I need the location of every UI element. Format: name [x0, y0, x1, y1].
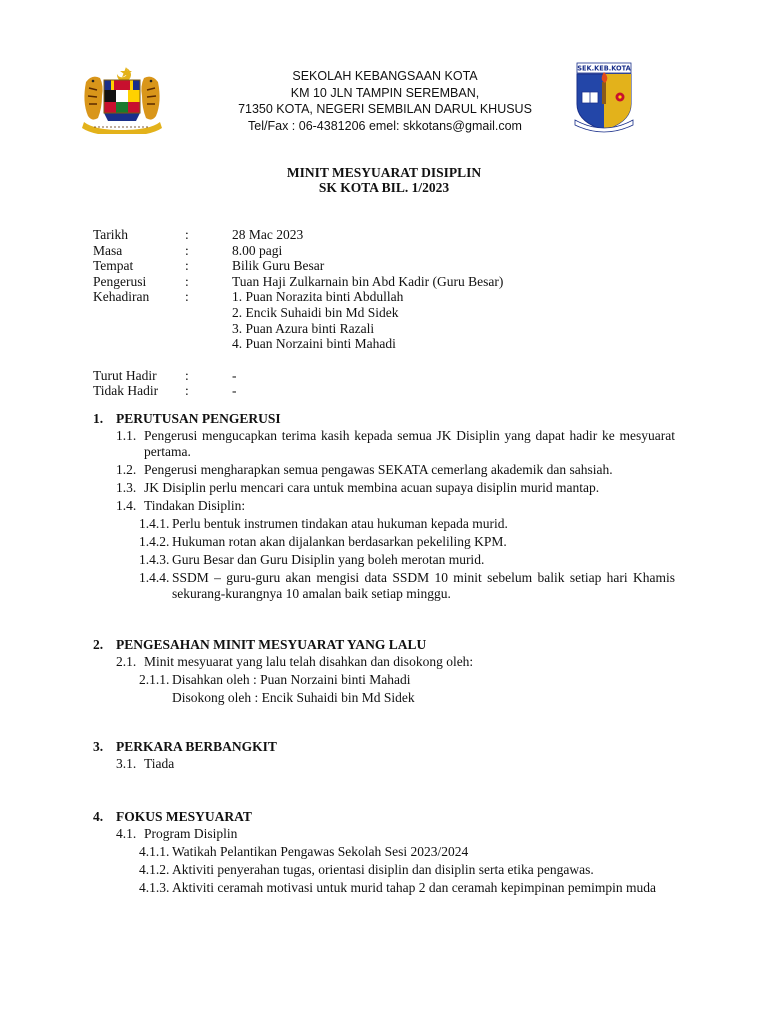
document-title: [0, 165, 768, 195]
meta-colon: :: [185, 242, 189, 258]
sub-list-item: [93, 844, 675, 860]
meta-row-turut-hadir: [93, 368, 693, 384]
item-number: 2.1.1.: [139, 672, 170, 687]
item-text: Perlu bentuk instrumen tindakan atau hukuman kepada murid.: [172, 516, 508, 531]
meta-row-tidak-hadir: [93, 383, 693, 399]
item-number: 4.1.2.: [139, 862, 170, 877]
meta-row-tempat: [93, 258, 693, 274]
item-text: Minit mesyuarat yang lalu telah disahkan dan disokong oleh:: [144, 654, 474, 669]
sub-list-item: [93, 516, 675, 532]
meta-label: Pengerusi: [93, 273, 147, 289]
item-number: 1.2.: [116, 462, 137, 477]
item-text: SSDM – guru-guru akan mengisi data SSDM 10 minit sebelum balik setiap hari Khamis sekurang-kurangnya 10 amalan baik setiap minggu.: [172, 570, 675, 601]
item-number: 4.1.1.: [139, 844, 170, 859]
item-text: Tindakan Disiplin:: [144, 498, 246, 513]
school-name: SEKOLAH KEBANGSAAN KOTA: [292, 69, 478, 83]
meeting-details: [93, 227, 693, 399]
list-item: [93, 462, 675, 478]
section-title: PERKARA BERBANGKIT: [116, 739, 277, 754]
item-number: 1.4.1.: [139, 516, 170, 531]
item-text: Tiada: [144, 756, 175, 771]
title-line-2: SK KOTA BIL. 1/2023: [318, 180, 450, 195]
item-text: Aktiviti penyerahan tugas, orientasi disiplin dan disiplin serta etika pengawas.: [172, 862, 594, 877]
sub-list-item-continuation: [93, 690, 675, 706]
item-number: 1.1.: [116, 428, 137, 443]
item-text: Pengerusi mengharapkan semua pengawas SEKATA cemerlang akademik dan sahsiah.: [144, 462, 613, 477]
sub-list-item: [93, 880, 675, 896]
attendee-row: [93, 336, 693, 352]
list-item: [93, 756, 675, 772]
sub-list-item: [93, 862, 675, 878]
attendee-4: 4. Puan Norzaini binti Mahadi: [232, 336, 396, 352]
meta-label: Tarikh: [93, 227, 129, 242]
meta-value: -: [232, 367, 237, 383]
malaysia-coat-of-arms-icon: [80, 64, 164, 134]
item-number: 2.1.: [116, 654, 137, 669]
section-heading: [93, 411, 675, 428]
section-number: 4.: [93, 809, 104, 824]
section-number: 3.: [93, 739, 104, 754]
section-heading: [93, 739, 675, 756]
meta-row-kehadiran: [93, 289, 693, 305]
meta-value: -: [232, 383, 237, 399]
meta-label: Tempat: [93, 258, 134, 274]
section-number: 2.: [93, 637, 104, 652]
attendee-2: 2. Encik Suhaidi bin Md Sidek: [232, 304, 399, 320]
section-number: 1.: [93, 411, 104, 426]
section-title: FOKUS MESYUARAT: [116, 809, 252, 824]
list-item: [93, 654, 675, 670]
item-number: 3.1.: [116, 756, 137, 771]
meta-colon: :: [185, 289, 189, 305]
school-street: KM 10 JLN TAMPIN SEREMBAN,: [290, 85, 480, 100]
item-text: Program Disiplin: [144, 826, 238, 841]
meta-colon: :: [185, 258, 189, 274]
item-text: Disokong oleh : Encik Suhaidi bin Md Sidek: [172, 690, 415, 705]
item-text: Guru Besar dan Guru Disiplin yang boleh merotan murid.: [172, 552, 485, 567]
sub-list-item: [93, 570, 675, 602]
school-postcode: 71350 KOTA, NEGERI SEMBILAN DARUL KHUSUS: [238, 102, 532, 116]
letterhead: [0, 62, 768, 142]
meta-label: Turut Hadir: [93, 367, 157, 383]
item-text: Hukuman rotan akan dijalankan berdasarkan pekeliling KPM.: [172, 534, 507, 549]
item-number: 1.4.4.: [139, 570, 170, 585]
attendee-row: [93, 305, 693, 321]
attendee-3: 3. Puan Azura binti Razali: [232, 320, 375, 336]
list-item: [93, 480, 675, 496]
item-number: 4.1.: [116, 826, 137, 841]
section-pengesahan-minit: [93, 637, 675, 708]
section-perutusan-pengerusi: [93, 411, 675, 604]
meta-row-pengerusi: [93, 274, 693, 290]
meta-colon: :: [185, 227, 189, 242]
sub-list-item: [93, 672, 675, 688]
list-item: [93, 498, 675, 514]
item-text: Disahkan oleh : Puan Norzaini binti Mahadi: [172, 672, 411, 687]
attendee-1: 1. Puan Norazita binti Abdullah: [232, 289, 404, 305]
meta-colon: :: [185, 383, 189, 399]
section-title: PERUTUSAN PENGERUSI: [116, 411, 281, 426]
item-number: 1.4.2.: [139, 534, 170, 549]
meta-value: 28 Mac 2023: [232, 227, 304, 242]
meta-value: Tuan Haji Zulkarnain bin Abd Kadir (Guru Besar): [232, 273, 504, 289]
meta-label: Kehadiran: [93, 289, 150, 305]
list-item: [93, 428, 675, 460]
item-number: 1.4.: [116, 498, 137, 513]
item-text: JK Disiplin perlu mencari cara untuk membina acuan supaya disiplin murid mantap.: [144, 480, 600, 495]
section-title: PENGESAHAN MINIT MESYUARAT YANG LALU: [116, 637, 427, 652]
item-text: Pengerusi mengucapkan terima kasih kepada semua JK Disiplin yang dapat hadir ke mesyuarat pertama.: [144, 428, 675, 459]
meta-label: Masa: [93, 242, 123, 258]
school-contact: Tel/Fax : 06-4381206 emel: skkotans@gmail.com: [248, 118, 522, 133]
meta-row-masa: [93, 243, 693, 259]
sub-list-item: [93, 534, 675, 550]
crest-label: SEK.KEB.KOTA: [577, 64, 631, 73]
section-perkara-berbangkit: [93, 739, 675, 774]
meta-label: Tidak Hadir: [93, 383, 159, 399]
meta-colon: :: [185, 273, 189, 289]
meta-value: Bilik Guru Besar: [232, 258, 325, 274]
attendee-row: [93, 321, 693, 337]
item-number: 1.4.3.: [139, 552, 170, 567]
meta-value: 8.00 pagi: [232, 242, 283, 258]
section-heading: [93, 809, 675, 826]
list-item: [93, 826, 675, 842]
item-number: 4.1.3.: [139, 880, 170, 895]
item-text: Aktiviti ceramah motivasi untuk murid tahap 2 dan ceramah kepimpinan pemimpin muda: [172, 880, 657, 895]
item-number: 1.3.: [116, 480, 137, 495]
section-heading: [93, 637, 675, 654]
item-text: Watikah Pelantikan Pengawas Sekolah Sesi 2023/2024: [172, 844, 469, 859]
section-fokus-mesyuarat: [93, 809, 675, 898]
school-address-block: [200, 68, 570, 134]
sub-list-item: [93, 552, 675, 568]
school-crest-icon: [573, 62, 635, 134]
meta-row-tarikh: [93, 227, 693, 243]
meta-colon: :: [185, 367, 189, 383]
title-line-1: MINIT MESYUARAT DISIPLIN: [286, 165, 482, 180]
